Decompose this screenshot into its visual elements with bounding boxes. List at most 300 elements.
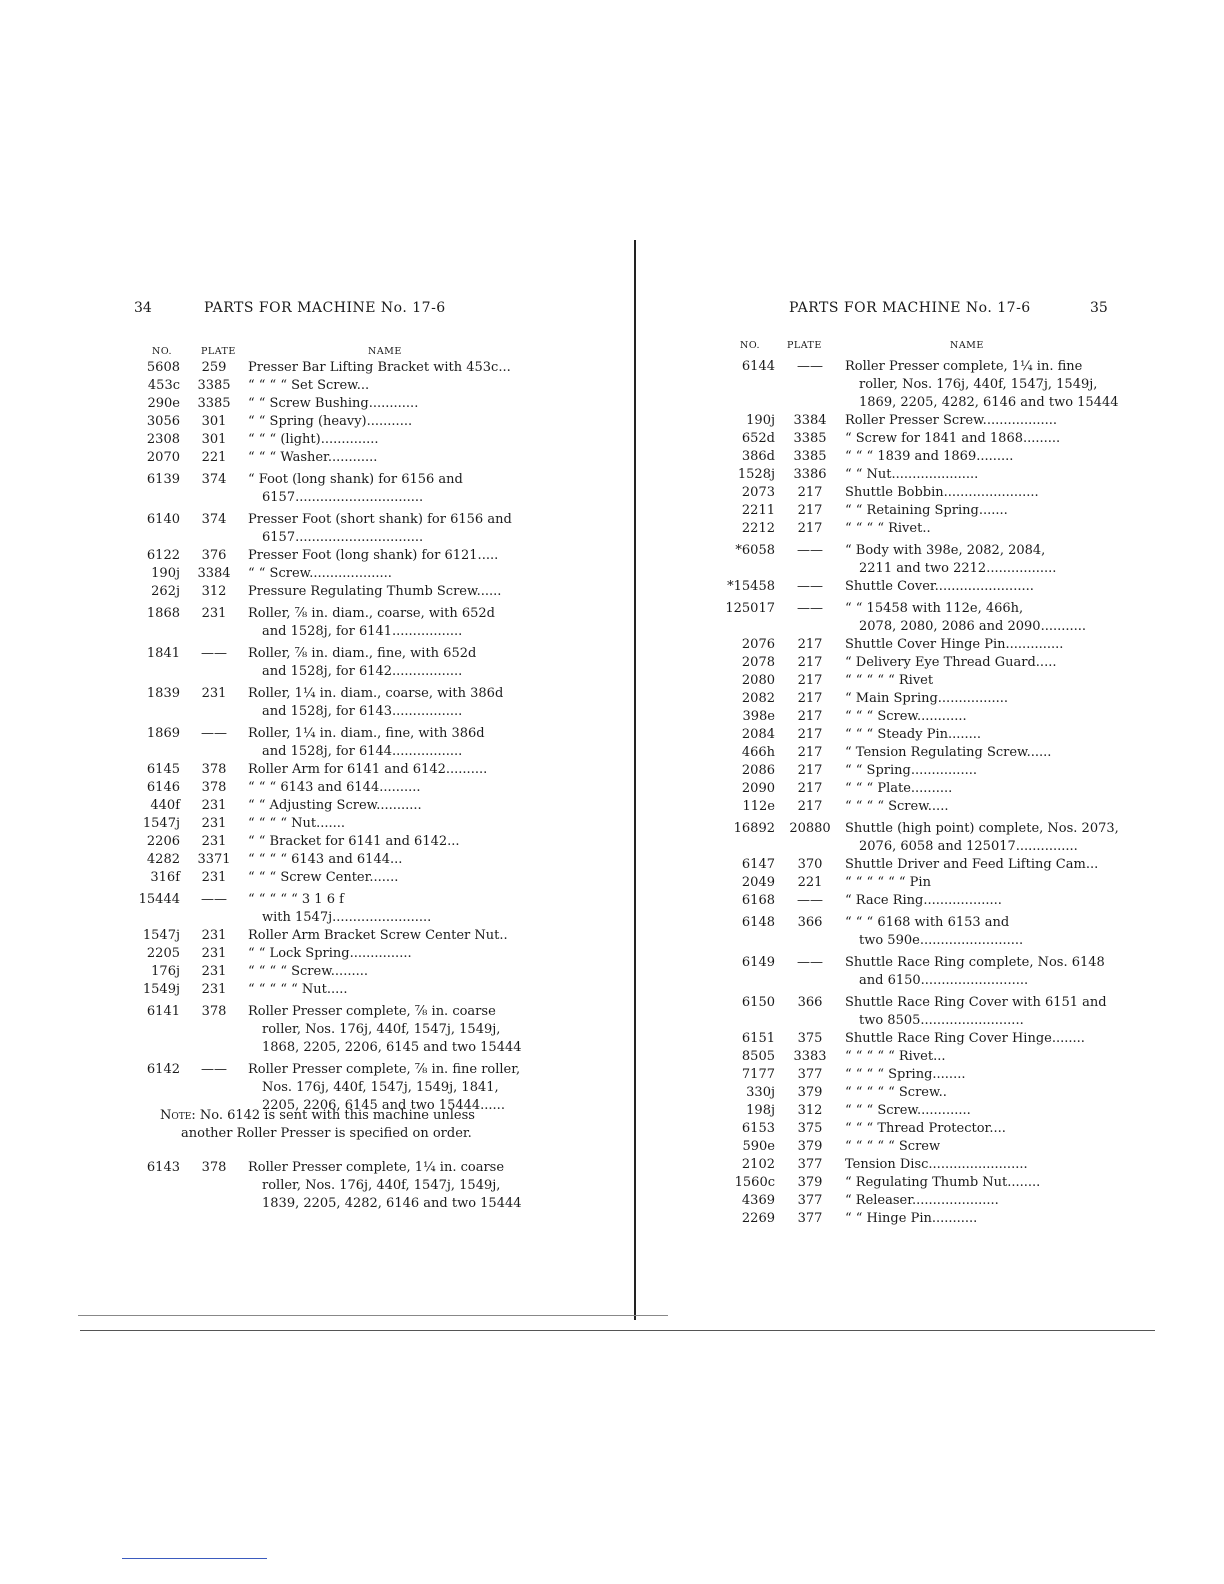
part-name-line: “ “ “ “ “ Rivet... [845,1049,946,1064]
part-name-line: “ “ “ “ “ Rivet [845,673,934,688]
part-name-line: “ “ Adjusting Screw........... [248,798,422,813]
plate-number: 221 [797,875,823,890]
part-number: 15444 [138,892,180,907]
part-number: 6150 [741,995,775,1010]
part-number: 1839 [146,686,180,701]
part-number: 2206 [146,834,180,849]
part-number: 6122 [146,548,180,563]
part-name [845,542,1115,578]
part-name-line: “ Foot (long shank) for 6156 and [248,472,463,487]
part-name [248,869,530,887]
table-row [715,542,1115,578]
part-name-line: Shuttle Cover........................ [845,579,1034,594]
plate-number: 217 [797,745,823,760]
part-name [845,1210,1115,1228]
table-row [715,466,1115,484]
table-row [715,874,1115,892]
part-number: 6144 [741,359,775,374]
plate-number: 217 [797,673,823,688]
part-name [845,726,1115,744]
plate-number: 378 [201,762,227,777]
part-name-line: and 1528j, for 6141................. [262,624,463,639]
plate-number: 378 [201,780,227,795]
part-name [845,358,1119,412]
plate-number: 217 [797,691,823,706]
table-row [715,1138,1115,1156]
plate-number: 231 [201,870,227,885]
table-row [715,1102,1115,1120]
part-name-line: and 1528j, for 6144................. [262,744,463,759]
part-name-line: Shuttle (high point) complete, Nos. 2073, [845,821,1119,836]
parts-list-right [715,354,1119,1228]
part-name-line: “ “ “ “ Screw..... [845,799,949,814]
plate-number: 217 [797,763,823,778]
table-row [130,725,530,761]
plate-number: —— [797,955,823,970]
part-name-line: “ “ “ “ “ Nut..... [248,982,348,997]
part-name-line: “ “ “ “ Spring........ [845,1067,966,1082]
plate-number: —— [201,892,227,907]
plate-number: 3385 [793,431,827,446]
table-row [715,1048,1115,1066]
part-name-line: Presser Bar Lifting Bracket with 453c... [248,360,511,375]
part-name-line: Roller Presser complete, ⅞ in. fine roller, [248,1062,521,1077]
part-name [845,820,1119,856]
plate-number: 217 [797,727,823,742]
part-name-line: “ “ Screw Bushing............ [248,396,419,411]
table-row [715,780,1115,798]
table-row [715,654,1115,672]
part-number: 190j [151,566,180,581]
part-number: 2070 [146,450,180,465]
part-name [845,1030,1115,1048]
plate-number: 231 [201,928,227,943]
plate-number: 379 [797,1139,823,1154]
part-number: 2086 [741,763,775,778]
part-name-line: 2211 and two 2212................. [859,561,1057,576]
part-name-line: Pressure Regulating Thumb Screw...... [248,584,502,599]
table-row [130,945,530,963]
plate-number: 3383 [793,1049,827,1064]
part-name [845,798,1115,816]
running-head: PARTS FOR MACHINE No. 17-6 [789,300,1031,316]
table-row [130,797,530,815]
table-row [130,377,530,395]
part-name [845,856,1115,874]
plate-number: 378 [201,1004,227,1019]
table-row [130,851,530,869]
part-name-line: “ Delivery Eye Thread Guard..... [845,655,1057,670]
part-number: 8505 [741,1049,775,1064]
part-number: 1528j [737,467,775,482]
part-number: 190j [746,413,775,428]
table-row [130,1003,530,1057]
table-row [715,412,1115,430]
part-name [845,600,1115,636]
part-name-line: Nos. 176j, 440f, 1547j, 1549j, 1841, [262,1080,499,1095]
part-name-line: “ Screw for 1841 and 1868......... [845,431,1061,446]
part-number: 125017 [725,601,775,616]
part-name [845,954,1115,990]
part-number: 6142 [146,1062,180,1077]
table-row [130,431,530,449]
table-row [130,395,530,413]
part-name [248,891,530,927]
part-name-line: Presser Foot (short shank) for 6156 and [248,512,512,527]
table-row [130,869,530,887]
plate-number: 366 [797,915,823,930]
plate-number: 3385 [793,449,827,464]
part-number: 590e [742,1139,775,1154]
plate-number: 231 [201,834,227,849]
part-name [248,815,530,833]
part-number: 198j [746,1103,775,1118]
part-name-line: “ “ “ 1839 and 1869......... [845,449,1014,464]
part-name-line: Shuttle Race Ring Cover with 6151 and [845,995,1107,1010]
column-header-plate: PLATE [787,340,822,351]
part-name-line: Roller Presser complete, ⅞ in. coarse [248,1004,496,1019]
plate-number: 231 [201,798,227,813]
plate-number: 217 [797,485,823,500]
part-name [845,780,1115,798]
part-name-line: “ “ Hinge Pin........... [845,1211,978,1226]
part-name-line: roller, Nos. 176j, 440f, 1547j, 1549j, [262,1022,501,1037]
part-name-line: “ “ “ “ Rivet.. [845,521,931,536]
part-number: 6149 [741,955,775,970]
column-header-no: NO. [152,346,173,357]
part-name [845,466,1115,484]
part-number: 7177 [741,1067,775,1082]
parts-list-left [130,359,530,1115]
table-row [715,708,1115,726]
plate-number: —— [201,726,227,741]
part-name [845,690,1115,708]
part-name [248,547,530,565]
table-row [715,578,1115,596]
part-name-line: Shuttle Race Ring complete, Nos. 6148 [845,955,1105,970]
plate-number: 377 [797,1067,823,1082]
part-number: 316f [150,870,180,885]
scan-edge-line [78,1315,668,1316]
part-number: *6058 [735,543,775,558]
plate-number: 3386 [793,467,827,482]
plate-number: 221 [201,450,227,465]
part-number: 2212 [741,521,775,536]
part-name [845,654,1115,672]
part-name-line: “ “ “ “ “ 3 1 6 f [248,892,344,907]
part-name-line: “ “ “ Screw Center....... [248,870,399,885]
table-row [715,1084,1115,1102]
part-name [248,1159,530,1213]
part-name-line: “ “ “ “ “ Screw.. [845,1085,947,1100]
part-name [845,636,1115,654]
part-name [248,779,530,797]
part-name-line: “ “ Lock Spring............... [248,946,412,961]
part-name-line: Roller, 1¼ in. diam., coarse, with 386d [248,686,504,701]
part-name [845,1174,1115,1192]
part-name-line: Roller Presser complete, 1¼ in. fine [845,359,1083,374]
table-row [715,484,1115,502]
part-number: 2090 [741,781,775,796]
part-number: 2076 [741,637,775,652]
part-number: 2308 [146,432,180,447]
table-row [130,583,530,601]
part-name-line: “ “ “ “ Screw......... [248,964,368,979]
part-name-line: roller, Nos. 176j, 440f, 1547j, 1549j, [859,377,1098,392]
part-number: 1547j [142,928,180,943]
table-row [715,856,1115,874]
column-header-name: NAME [950,340,984,351]
part-number: 466h [741,745,775,760]
plate-number: —— [797,359,823,374]
part-number: 2080 [741,673,775,688]
part-name [845,1066,1115,1084]
part-name-line: Roller, 1¼ in. diam., fine, with 386d [248,726,485,741]
table-row [130,547,530,565]
part-number: 440f [150,798,180,813]
part-name-line: two 590e......................... [859,933,1024,948]
plate-number: —— [201,1062,227,1077]
part-name-line: 1868, 2205, 2206, 6145 and two 15444 [262,1040,522,1055]
part-name [248,583,530,601]
part-name [248,851,530,869]
plate-number: 217 [797,709,823,724]
table-row [715,636,1115,654]
part-number: 6146 [146,780,180,795]
table-row [715,1120,1115,1138]
part-number: 4369 [741,1193,775,1208]
part-name [248,565,530,583]
part-name-line: “ “ “ “ Set Screw... [248,378,370,393]
table-row [130,511,530,547]
part-number: 2082 [741,691,775,706]
plate-number: 375 [797,1121,823,1136]
table-row [715,502,1115,520]
note-text-2: another Roller Presser is specified on order. [181,1126,472,1141]
plate-number: 312 [201,584,227,599]
part-name-line: “ “ Nut..................... [845,467,979,482]
column-header-name: NAME [368,346,402,357]
part-name-line: “ Body with 398e, 2082, 2084, [845,543,1046,558]
part-name [248,449,530,467]
part-name-line: “ “ Screw.................... [248,566,392,581]
part-name-line: Roller, ⅞ in. diam., coarse, with 652d [248,606,496,621]
table-row [715,762,1115,780]
plate-number: 377 [797,1193,823,1208]
part-number: 652d [741,431,775,446]
table-row [130,1159,530,1213]
part-number: 4282 [146,852,180,867]
part-name-line: Shuttle Race Ring Cover Hinge........ [845,1031,1085,1046]
table-row [715,1030,1115,1048]
table-row [715,520,1115,538]
part-number: 16892 [733,821,775,836]
part-name [845,762,1115,780]
table-row [715,798,1115,816]
part-name-line: “ “ “ “ Nut....... [248,816,346,831]
table-row [130,645,530,681]
part-number: 453c [147,378,180,393]
part-number: 6148 [741,915,775,930]
part-name [845,520,1115,538]
part-number: 6147 [741,857,775,872]
part-number: 1868 [146,606,180,621]
part-name [248,797,530,815]
plate-number: 374 [201,472,227,487]
part-number: 2078 [741,655,775,670]
table-row [130,761,530,779]
table-row [130,471,530,507]
table-row [130,891,530,927]
part-name-line: 2205, 2206, 6145 and two 15444...... [262,1098,505,1113]
note-text-1: No. 6142 is sent with this machine unless [195,1108,475,1123]
table-row [715,1210,1115,1228]
part-name [248,833,530,851]
part-name [845,412,1115,430]
table-row [715,672,1115,690]
table-row [130,359,530,377]
part-name-line: Tension Disc........................ [845,1157,1028,1172]
part-name [248,605,530,641]
part-number: 6140 [146,512,180,527]
part-name-line: and 6150.......................... [859,973,1029,988]
part-name-line: 2078, 2080, 2086 and 2090........... [859,619,1087,634]
plate-number: 376 [201,548,227,563]
part-name-line: “ “ Retaining Spring....... [845,503,1008,518]
part-name-line: “ “ 15458 with 112e, 466h, [845,601,1024,616]
part-number: 6153 [741,1121,775,1136]
part-number: 1560c [734,1175,775,1190]
part-name [248,413,530,431]
column-header-plate: PLATE [201,346,236,357]
plate-number: 231 [201,946,227,961]
note-label: Note: [160,1108,196,1123]
part-name [845,672,1115,690]
part-name-line: Roller Presser Screw.................. [845,413,1058,428]
part-name-line: 2076, 6058 and 125017............... [859,839,1078,854]
part-name [845,578,1115,596]
part-number: 6143 [146,1160,180,1175]
part-name [845,1138,1115,1156]
plate-number: 379 [797,1175,823,1190]
part-name-line: “ “ “ Washer............ [248,450,378,465]
plate-number: 3371 [197,852,231,867]
part-name [248,395,530,413]
part-name-line: “ “ “ Screw............ [845,709,967,724]
part-name [248,431,530,449]
table-row [715,994,1115,1030]
plate-number: 217 [797,521,823,536]
part-name [248,963,530,981]
page-gutter-fold [634,240,636,1320]
part-number: 112e [742,799,775,814]
part-name-line: “ “ “ “ “ “ Pin [845,875,931,890]
part-number: 262j [151,584,180,599]
part-name-line: 1839, 2205, 4282, 6146 and two 15444 [262,1196,522,1211]
table-row [715,430,1115,448]
table-row [130,449,530,467]
part-name [248,377,530,395]
plate-number: 379 [797,1085,823,1100]
part-name-line: “ “ “ Steady Pin........ [845,727,982,742]
part-number: 2084 [741,727,775,742]
table-row [715,726,1115,744]
part-name-line: Shuttle Driver and Feed Lifting Cam... [845,857,1099,872]
plate-number: 3385 [197,378,231,393]
part-name [845,744,1115,762]
part-name-line: “ “ “ (light).............. [248,432,379,447]
table-row [715,600,1115,636]
table-row [130,685,530,721]
part-name [845,484,1115,502]
page-number: 35 [1090,300,1108,316]
part-name-line: “ “ “ Screw............. [845,1103,971,1118]
plate-number: 312 [797,1103,823,1118]
part-number: 2205 [146,946,180,961]
part-name-line: “ “ Spring................ [845,763,977,778]
plate-number: 231 [201,606,227,621]
part-name [248,927,530,945]
plate-number: 374 [201,512,227,527]
part-name-line: Roller Presser complete, 1¼ in. coarse [248,1160,505,1175]
table-row [130,927,530,945]
part-number: 1547j [142,816,180,831]
table-row [715,1192,1115,1210]
table-row [715,448,1115,466]
plate-number: 217 [797,655,823,670]
part-name-line: “ “ “ 6143 and 6144.......... [248,780,421,795]
part-name-line: 6157............................... [262,530,424,545]
table-row [715,914,1115,950]
table-row [130,815,530,833]
part-name-line: roller, Nos. 176j, 440f, 1547j, 1549j, [262,1178,501,1193]
part-name [248,471,530,507]
plate-number: 217 [797,799,823,814]
part-name [845,1192,1115,1210]
part-name [248,981,530,999]
part-number: 2073 [741,485,775,500]
plate-number: 231 [201,686,227,701]
parts-list-left-after-note [130,1155,530,1213]
scan-edge-line [80,1330,1155,1331]
part-number: 2049 [741,875,775,890]
part-name [845,914,1115,950]
plate-number: 217 [797,781,823,796]
part-name [845,708,1115,726]
plate-number: 231 [201,964,227,979]
part-name [248,945,530,963]
table-row [130,833,530,851]
part-name-line: Presser Foot (long shank) for 6121..... [248,548,499,563]
table-row [130,413,530,431]
part-name [845,1120,1115,1138]
part-name-line: “ Race Ring................... [845,893,1002,908]
part-name [248,761,530,779]
footer-rule [122,1558,267,1559]
part-number: 330j [746,1085,775,1100]
part-number: 6168 [741,893,775,908]
plate-number: 20880 [789,821,831,836]
part-number: 386d [741,449,775,464]
table-row [130,963,530,981]
part-name-line: two 8505......................... [859,1013,1024,1028]
part-name [845,448,1115,466]
part-number: 2102 [741,1157,775,1172]
part-number: 1841 [146,646,180,661]
part-number: 6151 [741,1031,775,1046]
part-name-line: Roller Arm Bracket Screw Center Nut.. [248,928,508,943]
part-name [845,502,1115,520]
